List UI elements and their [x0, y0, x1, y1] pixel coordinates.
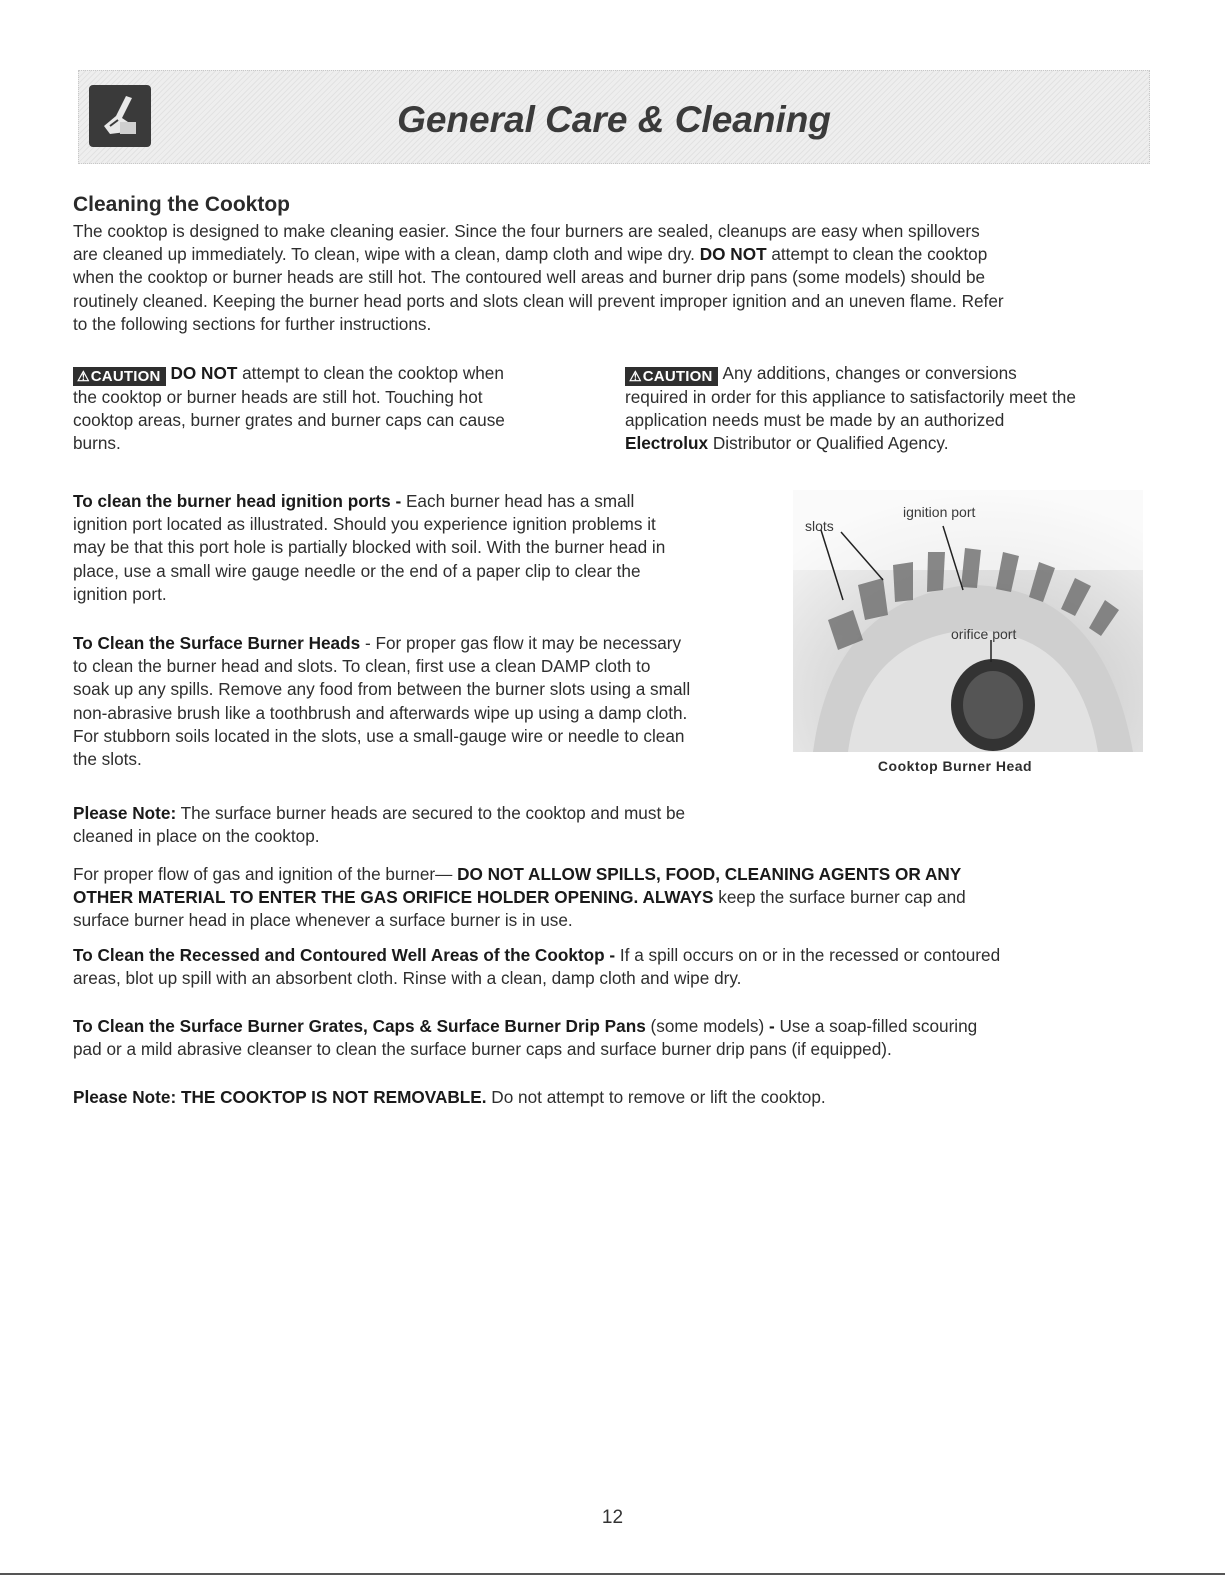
orifice-port-label: orifice port: [951, 626, 1017, 642]
page-number: 12: [601, 1507, 624, 1528]
caution-right: ⚠CAUTION Any additions, changes or conversions required in order for this appliance to satisfactorily meet the application needs must be made by an authorized Electrolux Distributor or Qualified Agency.: [625, 363, 1076, 454]
caution-badge: ⚠CAUTION: [73, 367, 166, 386]
recessed-areas-paragraph: To Clean the Recessed and Contoured Well Areas of the Cooktop - If a spill occurs on or in the recessed or contoured areas, blot up spill with an absorbent cloth. Rinse with a clean, damp cloth and wipe dry.: [73, 945, 1001, 989]
intro-line: when the cooktop or burner heads are still hot. The contoured well areas and burner drip pans (some models) should be: [73, 267, 986, 288]
note-secured-paragraph: Please Note: The surface burner heads are secured to the cooktop and must be cleaned in place on the cooktop.: [73, 803, 686, 847]
header-banner: [78, 70, 1150, 164]
note-not-removable: Please Note: THE COOKTOP IS NOT REMOVABLE. Do not attempt to remove or lift the cooktop.: [73, 1087, 826, 1107]
intro-line: routinely cleaned. Keeping the burner head ports and slots clean will prevent improper ignition and an uneven flame. Refer: [73, 290, 1004, 311]
slots-label: slots: [805, 518, 834, 534]
ignition-port-label: ignition port: [903, 504, 976, 520]
caution-badge: ⚠CAUTION: [625, 367, 718, 386]
intro-line: are cleaned up immediately. To clean, wipe with a clean, damp cloth and wipe dry. DO NOT attempt to clean the cooktop: [73, 244, 988, 265]
section-title: Cleaning the Cooktop: [73, 193, 290, 216]
warning-triangle-icon: ⚠: [77, 368, 90, 384]
page-header-title: General Care & Cleaning: [397, 99, 831, 140]
caution-left: ⚠CAUTION DO NOT attempt to clean the cooktop when the cooktop or burner heads are still hot. Touching hot cooktop areas, burner grates and burner caps can cause burns.: [73, 363, 505, 454]
grates-caps-paragraph: To Clean the Surface Burner Grates, Caps & Surface Burner Drip Pans (some models) - Use a soap-filled scouring pad or a mild abrasive cleanser to clean the surface burner caps and surface burner drip pans (if equipped).: [73, 1016, 978, 1060]
figure-caption: Cooktop Burner Head: [877, 758, 1033, 774]
intro-line: The cooktop is designed to make cleaning easier. Since the four burners are sealed, cleanups are easy when spillovers: [73, 221, 980, 241]
bottom-rule: [0, 1573, 1225, 1575]
gas-flow-paragraph: For proper flow of gas and ignition of the burner— DO NOT ALLOW SPILLS, FOOD, CLEANING AGENTS OR ANY OTHER MATERIAL TO ENTER THE GAS ORIFICE HOLDER OPENING. ALWAYS keep the surface burner cap and surface burner head in place whenever a surface burner is in use.: [73, 864, 966, 931]
warning-triangle-icon: ⚠: [629, 368, 642, 384]
intro-paragraph: [73, 220, 1153, 336]
ignition-ports-paragraph: To clean the burner head ignition ports - Each burner head has a small ignition port located as illustrated. Should you experience ignition problems it may be that this port hole is partially blocked with soil. With the burner head in place, use a small wire gauge needle or the end of a paper clip to clear the ignition port.: [73, 491, 666, 604]
intro-line: to the following sections for further instructions.: [73, 313, 432, 334]
surface-heads-paragraph: To Clean the Surface Burner Heads - For proper gas flow it may be necessary to clean the burner head and slots. To clean, first use a clean DAMP cloth to soak up any spills. Remove any food from between the burner slots using a small non-abrasive brush like a toothbrush and afterwards wipe up using a damp cloth. For stubborn soils located in the slots, use a small-gauge wire or needle to clean the slots.: [73, 633, 691, 770]
burner-head-photo: [793, 490, 1143, 752]
